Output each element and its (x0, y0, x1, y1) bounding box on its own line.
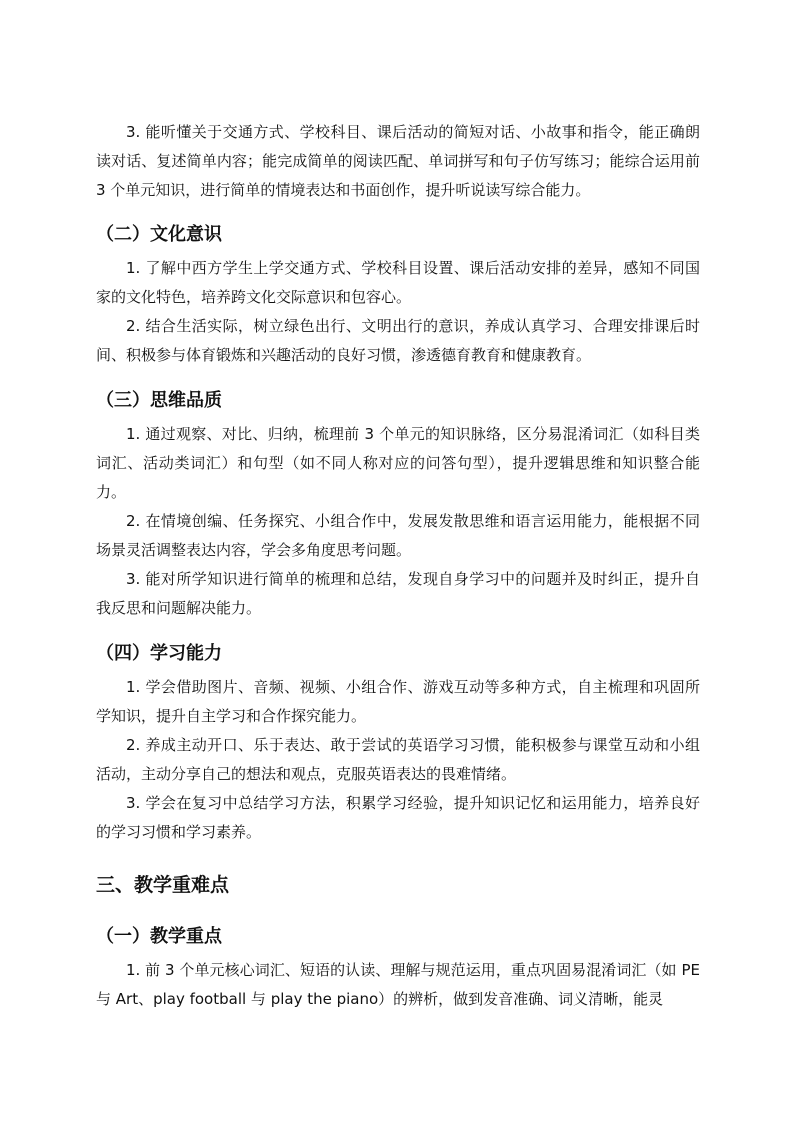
paragraph-key-1: 1. 前 3 个单元核心词汇、短语的认读、理解与规范运用，重点巩固易混淆词汇（如 PE 与 Art、play football 与 play the piano）的辨析，做到发音准确、词义清晰，能灵 (96, 961, 700, 1008)
heading-learning: （四）学习能力 (96, 643, 222, 664)
paragraph-culture-2: 2. 结合生活实际，树立绿色出行、文明出行的意识，养成认真学习、合理安排课后时间、积极参与体育锻炼和兴趣活动的良好习惯，渗透德育教育和健康教育。 (96, 317, 700, 364)
heading-section-3: 三、教学重难点 (96, 874, 230, 896)
paragraph-thinking-1: 1. 通过观察、对比、归纳，梳理前 3 个单元的知识脉络，区分易混淆词汇（如科目类词汇、活动类词汇）和句型（如不同人称对应的问答句型），提升逻辑思维和知识整合能力。 (96, 425, 700, 501)
paragraph-comprehensive-3: 3. 能听懂关于交通方式、学校科目、课后活动的简短对话、小故事和指令，能正确朗读对话、复述简单内容；能完成简单的阅读匹配、单词拼写和句子仿写练习；能综合运用前 3 个单元知识，进行简单的情境表达和书面创作，提升听说读写综合能力。 (96, 123, 700, 199)
paragraph-learning-1: 1. 学会借助图片、音频、视频、小组合作、游戏互动等多种方式，自主梳理和巩固所学知识，提升自主学习和合作探究能力。 (96, 678, 700, 725)
heading-thinking: （三）思维品质 (96, 390, 222, 411)
paragraph-culture-1: 1. 了解中西方学生上学交通方式、学校科目设置、课后活动安排的差异，感知不同国家的文化特色，培养跨文化交际意识和包容心。 (96, 259, 700, 306)
heading-key-points: （一）教学重点 (96, 926, 222, 947)
paragraph-thinking-3: 3. 能对所学知识进行简单的梳理和总结，发现自身学习中的问题并及时纠正，提升自我反思和问题解决能力。 (96, 570, 700, 617)
paragraph-learning-2: 2. 养成主动开口、乐于表达、敢于尝试的英语学习习惯，能积极参与课堂互动和小组活动，主动分享自己的想法和观点，克服英语表达的畏难情绪。 (96, 736, 700, 783)
paragraph-thinking-2: 2. 在情境创编、任务探究、小组合作中，发展发散思维和语言运用能力，能根据不同场景灵活调整表达内容，学会多角度思考问题。 (96, 512, 700, 559)
paragraph-learning-3: 3. 学会在复习中总结学习方法，积累学习经验，提升知识记忆和运用能力，培养良好的学习习惯和学习素养。 (96, 794, 700, 841)
heading-culture: （二）文化意识 (96, 224, 222, 245)
